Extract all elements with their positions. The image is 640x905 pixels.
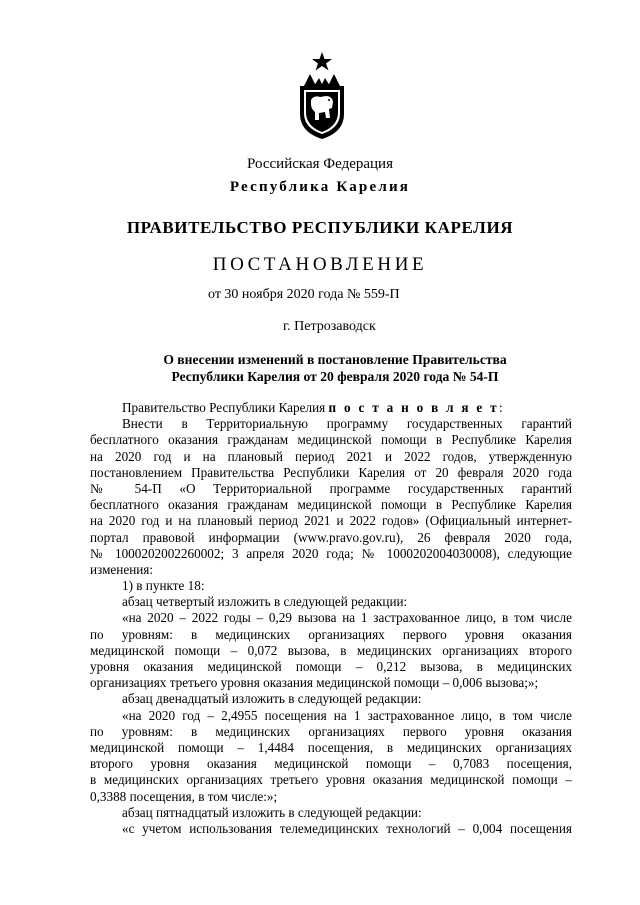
body-line: второго уровня оказания медицинской помощи – 0,7083 посещения,	[90, 756, 572, 772]
government-heading: ПРАВИТЕЛЬСТВО РЕСПУБЛИКИ КАРЕЛИЯ	[126, 218, 514, 237]
body-line: абзац пятнадцатый изложить в следующей редакции:	[122, 804, 422, 820]
preamble-decree-word: п о с т а н о в л я е т	[328, 400, 499, 415]
body-line: «на 2020 – 2022 годы – 0,29 вызова на 1 застрахованное лицо, в том числе	[122, 610, 572, 626]
body-line: изменения:	[90, 561, 154, 577]
country-heading: Российская Федерация	[247, 156, 393, 172]
body-line: абзац двенадцатый изложить в следующей редакции:	[122, 691, 422, 707]
preamble-colon: :	[498, 400, 503, 415]
body-line: 1) в пункте 18:	[122, 578, 205, 594]
body-line: по уровням: в медицинских организациях первого уровня оказания	[90, 626, 572, 642]
body-line: № 54-П «О Территориальной программе государственных гарантий	[90, 480, 572, 496]
body-line: бесплатного оказания гражданам медицинской помощи в Республике Карелия	[90, 432, 572, 448]
body-line: Внести в Территориальную программу государственных гарантий	[122, 416, 572, 432]
body-line: 0,3388 посещения, в том числе:»;	[90, 788, 278, 804]
body-line: уровня оказания медицинской помощи – 0,212 вызова, в медицинских	[90, 659, 572, 674]
preamble-text: Правительство Республики Карелия	[122, 400, 329, 415]
body-line: «с учетом использования телемедицинских технологий – 0,004 посещения	[122, 820, 572, 836]
body-line: медицинской помощи – 0,072 вызова, в медицинских организациях второго	[90, 642, 572, 658]
body-line: бесплатного оказания гражданам медицинской помощи в Республике Карелия	[90, 497, 572, 513]
republic-heading: Республика Карелия	[229, 179, 411, 195]
preamble-line	[90, 400, 572, 416]
body-line: в медицинских организациях третьего уровня оказания медицинской помощи –	[90, 772, 572, 788]
document-body	[90, 400, 572, 837]
body-line: на 2020 год и на плановый период 2021 и 2022 годов, утвержденную	[90, 448, 572, 464]
body-line: на 2020 год и на плановый период 2021 и 2022 годов» (Официальный интернет-	[90, 513, 572, 529]
document-date-number: от 30 ноября 2020 года № 559-П	[208, 287, 400, 302]
body-line: постановлением Правительства Республики Карелия от 20 февраля 2020 года	[90, 464, 572, 480]
body-line: абзац четвертый изложить в следующей редакции:	[122, 594, 408, 610]
body-line: «на 2020 год – 2,4955 посещения на 1 застрахованное лицо, в том числе	[122, 707, 572, 723]
karelia-coat-of-arms-icon	[296, 52, 348, 140]
body-line: портал правовой информации (www.pravo.gov.ru), 26 февраля 2020 года,	[90, 529, 572, 545]
body-line: медицинской помощи – 1,4484 посещения, в медицинских организациях	[90, 739, 572, 755]
subject-line: О внесении изменений в постановление Правительства	[163, 352, 507, 367]
document-type-heading: ПОСТАНОВЛЕНИЕ	[212, 254, 428, 275]
body-line: организациях третьего уровня оказания медицинской помощи – 0,006 вызова;»;	[90, 675, 539, 691]
document-city: г. Петрозаводск	[283, 319, 376, 334]
document-subject	[90, 351, 580, 385]
body-line: № 1000202002260002; 3 апреля 2020 года; № 1000202004030008), следующие	[90, 545, 572, 561]
subject-line: Республики Карелия от 20 февраля 2020 года № 54-П	[171, 369, 499, 384]
body-line: по уровням: в медицинских организациях первого уровня оказания	[90, 723, 572, 739]
